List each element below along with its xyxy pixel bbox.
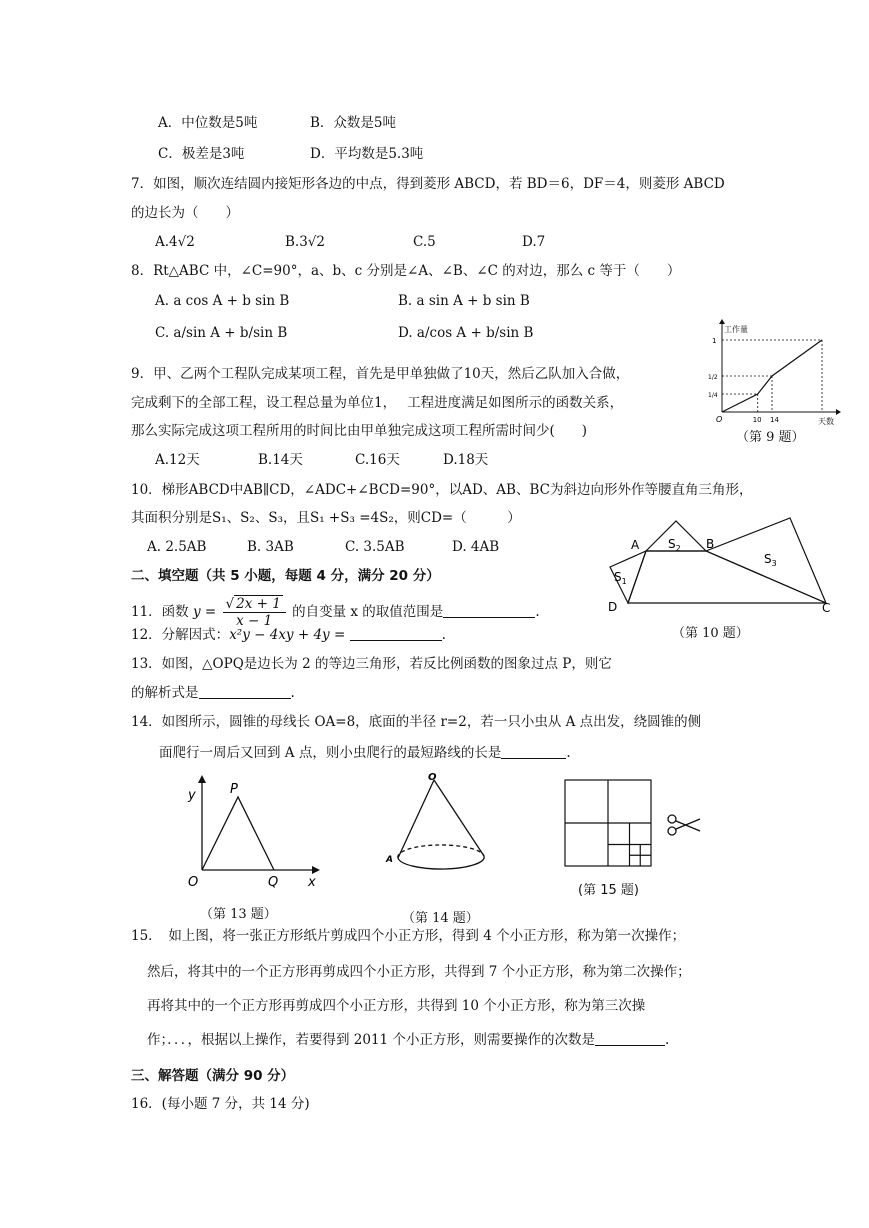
q15-answer-blank [595,1031,665,1046]
q7-stem-line2: 的边长为（ ） [131,205,239,221]
q8-option-a: A. a cos A + b sin B [155,293,290,309]
scissors-icon [668,815,700,835]
q9-tick-y-1: 1 [712,337,717,345]
q8-option-c: C. a/sin A + b/sin B [155,325,288,341]
q10-trapezoid-figure [600,515,840,615]
section-2-heading: 二、填空题（共 5 小题，每题 4 分，满分 20 分） [131,568,440,584]
q9-tick-x-10: 10 [752,416,762,424]
q9-stem-line1: 9．甲、乙两个工程队完成某项工程，首先是甲单独做了10天，然后乙队加入合做， [131,366,630,382]
q16-heading: 16．(每小题 7 分，共 14 分) [131,1096,310,1112]
q9-chart-ylabel: 工作量 [724,325,748,334]
q13-caption: （第 13 题） [200,907,277,922]
section-3-heading: 三、解答题（满分 90 分） [131,1068,295,1084]
q15-caption: (第 15 题) [578,883,639,898]
q10-option-a: A. 2.5AB [147,539,207,555]
svg-text:x: x [308,875,316,890]
q15-stem-line1: 15． 如上图，将一张正方形纸片剪成四个小正方形，得到 4 个小正方形，称为第一次操作； [131,928,686,944]
q12-expression: x²y − 4xy + 4y = [229,627,346,643]
q11-suffix: 的自变量 x 的取值范围是 [292,604,444,620]
q15-squares-figure [564,779,714,871]
q9-tick-x-14: 14 [770,416,779,424]
q15-stem-line2: 然后，将其中的一个正方形再剪成四个小正方形，共得到 7 个小正方形，称为第二次操作； [147,964,691,980]
q9-stem-line3: 那么实际完成这项工程所用的时间比由甲单独完成这项工程所需时间少( ) [131,423,588,439]
q13-stem-line1: 13．如图，△OPQ是边长为 2 的等边三角形，若反比例函数的图象过点 P，则它 [131,656,612,672]
q14-stem-line1: 14．如图所示，圆锥的母线长 OA=8，底面的半径 r=2，若一只小虫从 A 点出发，绕圆锥的侧 [131,714,702,730]
q9-option-c: C.16天 [355,452,400,468]
q6-option-d: D．平均数是5.3吨 [310,146,424,162]
svg-text:A: A [631,538,640,552]
svg-text:A: A [386,855,393,865]
svg-text:D: D [608,600,618,614]
svg-text:S1: $S_1$ [614,570,627,586]
q12-line: 12．分解因式：x²y − 4xy + 4y = . [131,627,446,643]
svg-text:Q: Q [268,875,279,890]
q14-answer-blank [501,744,566,759]
q11-fraction: $\frac{√ 2x + 1}{x - 1}$ [223,596,286,629]
q10-option-d: D. 4AB [452,539,500,555]
q8-option-b: B. a sin A + b sin B [398,293,530,309]
q14-stem-line2: 面爬行一周后又回到 A 点，则小虫爬行的最短路线的长是 [159,745,502,761]
q15-stem-line4: 作；．．．，根据以上操作，若要得到 2011 个小正方形，则需要操作的次数是 [147,1032,595,1048]
q7-option-c: C.5 [413,234,436,250]
q14-stem-line2-wrap: 面爬行一周后又回到 A 点，则小虫爬行的最短路线的长是 . [159,745,571,761]
q9-option-b: B.14天 [258,452,303,468]
q13-triangle-figure [180,775,330,895]
q13-stem-line2-wrap: 的解析式是 . [131,685,295,701]
svg-text:P: P [230,782,238,797]
q9-option-d: D.18天 [443,452,489,468]
q11-answer-blank [443,603,535,618]
q9-tick-y-quarter: 1/4 [708,392,718,399]
svg-text:O: O [428,772,437,783]
q9-chart-xlabel: 天数 [818,417,834,426]
q9-y-arrow [719,319,725,324]
q8-option-d: D. a/cos A + b/sin B [398,325,534,341]
q7-option-a: A.4√2 [155,234,195,250]
q14-caption: （第 14 题） [402,911,479,926]
q13-stem-line2: 的解析式是 [131,685,199,701]
q12-prefix: 12．分解因式： [131,627,230,643]
q9-caption: （第 9 题） [736,430,805,445]
svg-text:y: y [188,788,196,803]
q9-chart [700,320,850,440]
q11-line: 11．函数 y = $\frac{√ 2x + 1}{x - 1}$ 的自变量 x 的取值范围是 . [131,596,540,629]
q9-tick-y-half: 1/2 [708,374,718,381]
svg-text:B: B [706,537,715,551]
q7-option-d: D.7 [522,234,546,250]
q10-stem-line1: 10．梯形ABCD中AB∥CD，∠ADC+∠BCD=90°，以AD、AB、BC为斜边向形外作等腰直角三角形， [131,482,753,498]
svg-text:S2: $S_2$ [668,537,681,553]
svg-text:O: O [188,875,199,890]
q13-answer-blank [199,684,291,699]
q10-option-c: C. 3.5AB [345,539,405,555]
q10-caption: （第 10 题） [672,626,749,641]
q15-stem-line4-wrap: 作；．．．，根据以上操作，若要得到 2011 个小正方形，则需要操作的次数是 . [147,1032,670,1048]
q8-stem: 8．Rt△ABC 中，∠C=90°，a、b、c 分别是∠A、∠B、∠C 的对边，那么 c 等于（ ） [131,263,681,279]
svg-text:S3: $S_3$ [764,552,777,568]
svg-text:C: C [822,601,831,615]
q6-option-b: B．众数是5吨 [310,115,397,131]
q7-option-b: B.3√2 [285,234,325,250]
q6-option-a: A．中位数是5吨 [158,115,258,131]
q12-answer-blank [350,626,442,641]
q9-x-arrow [836,409,841,415]
q10-stem-line2: 其面积分别是S₁、S₂、S₃，且S₁ +S₃ =4S₂，则CD=（ ） [131,510,521,526]
q9-stem-line2: 完成剩下的全部工程，设工程总量为单位1， 工程进度满足如图所示的函数关系， [131,395,624,411]
q14-cone-figure [380,770,510,890]
q9-tick-origin: O [716,415,723,424]
q15-stem-line3: 再将其中的一个正方形再剪成四个小正方形，共得到 10 个小正方形，称为第三次操 [147,998,646,1014]
q6-option-c: C．极差是3吨 [158,146,245,162]
q9-option-a: A.12天 [155,452,200,468]
q10-option-b: B. 3AB [247,539,294,555]
q11-prefix: 11．函数 [131,604,189,620]
q7-stem-line1: 7．如图，顺次连结圆内接矩形各边的中点，得到菱形 ABCD，若 BD＝6，DF＝4，则菱形 ABCD [131,176,725,192]
